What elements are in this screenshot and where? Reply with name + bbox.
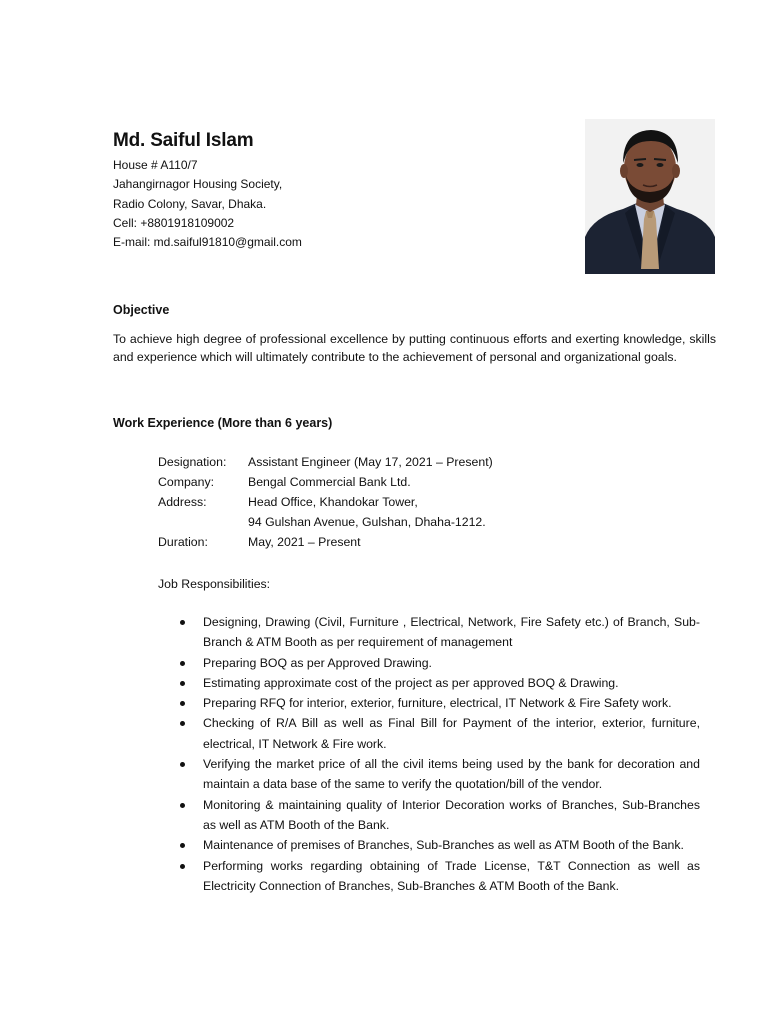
bullet-icon: [180, 864, 185, 869]
address-line-1: House # A110/7: [113, 158, 198, 172]
list-item: [176, 754, 700, 795]
phone-line: Cell: +8801918109002: [113, 215, 235, 230]
list-item: [176, 673, 700, 693]
designation-row: [158, 452, 493, 472]
list-item: [176, 835, 700, 855]
bullet-icon: [180, 762, 185, 767]
objective-text: To achieve high degree of professional excellence by putting continuous efforts and exerting knowledge, skills and experience which will ultimately contribute to the achievement of personal and organizational goals.: [113, 332, 716, 364]
list-item-text: Estimating approximate cost of the project as per approved BOQ & Drawing.: [203, 675, 619, 690]
duration-label: Duration:: [158, 535, 208, 549]
bullet-icon: [180, 620, 185, 625]
address-label-empty: [158, 512, 248, 532]
bullet-icon: [180, 661, 185, 666]
duration-value: May, 2021 – Present: [248, 535, 361, 549]
portrait-illustration: [585, 119, 715, 274]
list-item-text: Monitoring & maintaining quality of Interior Decoration works of Branches, Sub-Branches as well as ATM Booth of the Bank.: [203, 797, 700, 832]
list-item-text: Performing works regarding obtaining of Trade License, T&T Connection as well as Electricity Connection of Branches, Sub-Branches & ATM Booth of the Bank.: [203, 858, 700, 893]
company-row: [158, 472, 493, 492]
designation-value: Assistant Engineer (May 17, 2021 – Present): [248, 455, 493, 469]
list-item-text: Designing, Drawing (Civil, Furniture , Electrical, Network, Fire Safety etc.) of Branch, Sub-Branch & ATM Booth as per requirement of management: [203, 615, 700, 650]
address-value-line-1: Head Office, Khandokar Tower,: [248, 495, 418, 509]
list-item: [176, 612, 700, 653]
duration-row: [158, 532, 493, 552]
list-item: [176, 653, 700, 673]
company-value: Bengal Commercial Bank Ltd.: [248, 475, 411, 489]
list-item: [176, 795, 700, 836]
list-item-text: Verifying the market price of all the civil items being used by the bank for decoration and maintain a data base of the same to verify the quotation/bill of the vendor.: [203, 757, 700, 792]
work-details: [158, 452, 493, 552]
list-item-text: Preparing BOQ as per Approved Drawing.: [203, 655, 432, 670]
address-value-line-2: 94 Gulshan Avenue, Gulshan, Dhaha-1212.: [248, 515, 486, 529]
bullet-icon: [180, 803, 185, 808]
bullet-icon: [180, 721, 185, 726]
address-label: Address:: [158, 495, 207, 509]
job-responsibilities-heading: Job Responsibilities:: [158, 577, 271, 591]
bullet-icon: [180, 843, 185, 848]
list-item: [176, 856, 700, 897]
contact-block: [113, 156, 302, 252]
profile-photo: [585, 119, 715, 274]
email-line: E-mail: md.saiful91810@gmail.com: [113, 235, 302, 250]
objective-heading: Objective: [113, 303, 170, 317]
list-item-text: Checking of R/A Bill as well as Final Bill for Payment of the interior, exterior, furniture, electrical, IT Network & Fire work.: [203, 716, 700, 751]
list-item-text: Preparing RFQ for interior, exterior, furniture, electrical, IT Network & Fire Safety work.: [203, 696, 672, 711]
address-row: [158, 492, 493, 512]
list-item: [176, 713, 700, 754]
bullet-icon: [180, 681, 185, 686]
address-line-3: Radio Colony, Savar, Dhaka.: [113, 196, 267, 211]
address-line-2: Jahangirnagor Housing Society,: [113, 177, 283, 192]
designation-label: Designation:: [158, 455, 227, 469]
responsibilities-list: [176, 612, 700, 896]
address-row-continued: [158, 512, 493, 532]
candidate-name: Md. Saiful Islam: [113, 130, 254, 151]
list-item-text: Maintenance of premises of Branches, Sub-Branches as well as ATM Booth of the Bank.: [203, 838, 684, 853]
bullet-icon: [180, 701, 185, 706]
company-label: Company:: [158, 475, 215, 489]
list-item: [176, 693, 700, 713]
work-experience-heading: Work Experience (More than 6 years): [113, 416, 333, 430]
